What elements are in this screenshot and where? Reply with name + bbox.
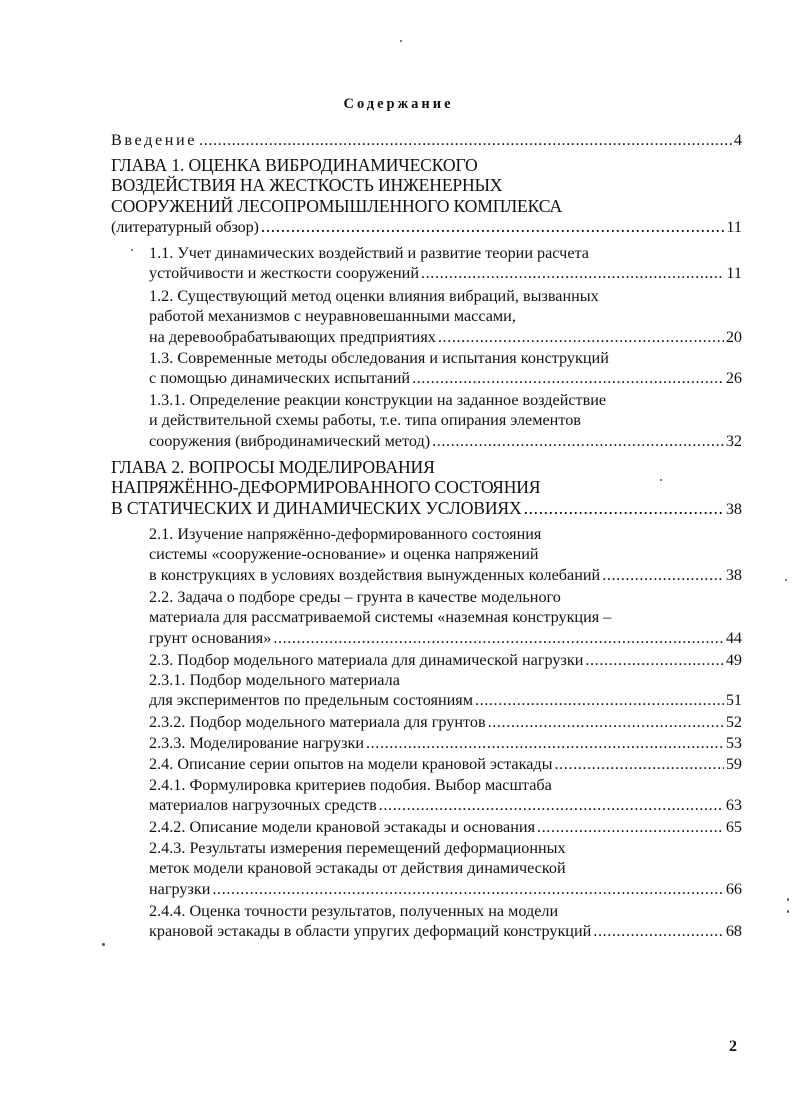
dot-leader: [366, 733, 724, 753]
toc-entry-section-2-1[interactable]: [149, 524, 742, 585]
toc-entry-title: (литературный обзор): [111, 218, 259, 237]
toc-entry-section-1-1[interactable]: [149, 243, 742, 284]
toc-line: [149, 690, 742, 710]
toc-entry-section-1-2[interactable]: [149, 286, 742, 347]
toc-line: 2.4.4. Оценка точности результатов, полученных на модели: [149, 902, 559, 920]
toc-entry-title: для экспериментов по предельным состояниям: [149, 691, 473, 710]
dot-leader: [555, 754, 724, 774]
dot-leader: [488, 712, 724, 732]
toc-page-number: 49: [725, 651, 742, 669]
toc-entry-chapter-2[interactable]: [111, 457, 742, 518]
scan-speck: [400, 40, 402, 42]
toc-line: [149, 327, 742, 347]
dot-leader: [199, 130, 732, 150]
dot-leader: [421, 263, 724, 283]
toc-entry-title: материалов нагрузочных средств: [149, 796, 377, 815]
toc-line: [111, 130, 742, 150]
toc-page-number: 44: [725, 628, 742, 647]
toc-entry-section-2-4-3[interactable]: [149, 838, 742, 899]
toc-line: материала для рассматриваемой системы «наземная конструкция –: [149, 608, 612, 627]
toc-line: системы «сооружение-основание» и оценка напряжений: [149, 545, 539, 564]
toc-line: [149, 795, 742, 815]
toc-entry-section-2-4-2[interactable]: [149, 817, 742, 837]
toc-entry-title: Введение: [111, 131, 198, 149]
toc-page-number: 38: [725, 565, 742, 584]
toc-entry-title: 2.3.2. Подбор модельного материала для грунтов: [149, 713, 486, 731]
scan-speck: [660, 479, 662, 481]
toc-line: [149, 733, 742, 753]
scan-speck: [102, 943, 105, 946]
dot-leader: [412, 368, 724, 388]
toc-line: и действительной схемы работы, т.е. типа опирания элементов: [149, 411, 581, 430]
toc-line: [149, 650, 742, 670]
toc-line: ГЛАВА 1. ОЦЕНКА ВИБРОДИНАМИЧЕСКОГО: [111, 155, 478, 175]
toc-line: работой механизмов с неуравновешанными массами,: [149, 307, 516, 326]
dot-leader: [261, 216, 725, 236]
scan-speck: [131, 249, 133, 251]
scan-speck: [787, 898, 789, 901]
toc-page-number: 59: [725, 755, 742, 773]
scan-speck: [785, 579, 787, 581]
toc-entry-title: крановой эстакады в области упругих деформаций конструкций: [149, 922, 592, 941]
toc-page-number: 65: [725, 818, 742, 836]
toc-line: [149, 879, 742, 899]
toc-line: [149, 263, 742, 283]
toc-page-number: 20: [725, 327, 742, 346]
dot-leader: [475, 690, 724, 710]
toc-entry-section-2-3-2[interactable]: [149, 712, 742, 732]
toc-line: НАПРЯЖЁННО-ДЕФОРМИРОВАННОГО СОСТОЯНИЯ: [111, 477, 541, 498]
toc-line: 2.2. Задача о подборе среды – грунта в качестве модельного: [149, 588, 561, 606]
toc-entry-title: в конструкциях в условиях воздействия вынужденных колебаний: [149, 565, 601, 584]
toc-line: [149, 921, 742, 941]
toc-page-number: 4: [733, 131, 742, 149]
toc-line: 1.2. Существующий метод оценки влияния вибраций, вызванных: [149, 287, 599, 305]
toc-page-number: 68: [725, 922, 742, 941]
toc-entry-section-2-3-3[interactable]: [149, 733, 742, 753]
toc-entry-title: грунт основания»: [149, 628, 272, 647]
toc-line: [111, 498, 742, 518]
toc-entry-chapter-1[interactable]: [111, 155, 742, 237]
toc-entry-title: В СТАТИЧЕСКИХ И ДИНАМИЧЕСКИХ УСЛОВИЯХ: [111, 497, 522, 518]
dot-leader: [212, 879, 723, 899]
toc-page-number: 53: [725, 734, 742, 752]
toc-entry-title: 2.4. Описание серии опытов на модели крановой эстакады: [149, 755, 553, 773]
toc-line: [149, 368, 742, 388]
page-title: Содержание: [343, 96, 454, 112]
toc-line: ВОЗДЕЙСТВИЯ НА ЖЕСТКОСТЬ ИНЖЕНЕРНЫХ: [111, 175, 503, 196]
toc-line: ГЛАВА 2. ВОПРОСЫ МОДЕЛИРОВАНИЯ: [111, 457, 435, 477]
toc-line: меток модели крановой эстакады от действия динамической: [149, 859, 566, 878]
dot-leader: [438, 327, 724, 347]
toc-line: [111, 216, 742, 236]
toc-page-number: 26: [725, 369, 742, 388]
toc-line: 2.4.3. Результаты измерения перемещений деформационных: [149, 839, 566, 857]
toc-entry-section-2-2[interactable]: [149, 587, 742, 648]
toc-line: [149, 565, 742, 585]
toc-entry-section-2-3-1[interactable]: [149, 670, 742, 711]
dot-leader: [273, 628, 723, 648]
toc-line: [149, 431, 742, 451]
toc-line: 1.1. Учет динамических воздействий и развитие теории расчета: [149, 244, 589, 262]
toc-line: [149, 712, 742, 732]
toc-entry-section-2-4[interactable]: [149, 754, 742, 774]
toc-entry-section-2-4-4[interactable]: [149, 901, 742, 942]
toc-entry-section-1-3-1[interactable]: [149, 390, 742, 451]
scan-speck: [787, 910, 789, 913]
page-number: 2: [729, 1038, 737, 1055]
dot-leader: [432, 431, 724, 451]
dot-leader: [524, 498, 724, 518]
toc-page-number: 63: [725, 796, 742, 815]
dot-leader: [537, 817, 724, 837]
toc-entry-title: 2.4.2. Описание модели крановой эстакады и основания: [149, 818, 536, 836]
toc-page-number: 11: [726, 218, 742, 237]
toc-entry-title: 2.3.3. Моделирование нагрузки: [149, 734, 364, 752]
toc-line: 2.3.1. Подбор модельного материала: [149, 671, 400, 689]
toc-line: [149, 754, 742, 774]
toc-entry-title: на деревообрабатывающих предприятиях: [149, 327, 436, 346]
toc-line: 2.4.1. Формулировка критериев подобия. Выбор масштаба: [149, 776, 552, 794]
toc-line: [149, 817, 742, 837]
toc-page-number: 32: [725, 431, 742, 450]
toc-line: 2.1. Изучение напряжённо-деформированного состояния: [149, 525, 542, 543]
toc-entry-introduction[interactable]: [111, 130, 742, 150]
dot-leader: [593, 921, 724, 941]
dot-leader: [379, 795, 724, 815]
toc-page-number: 66: [725, 879, 742, 898]
dot-leader: [585, 650, 723, 670]
toc-page-number: 11: [726, 264, 742, 283]
toc-entry-title: 2.3. Подбор модельного материала для динамической нагрузки: [149, 651, 584, 669]
toc-entry-title: устойчивости и жесткости сооружений: [149, 264, 420, 283]
toc-page-number: 51: [725, 691, 742, 710]
toc-line: 1.3.1. Определение реакции конструкции на заданное воздействие: [149, 391, 607, 409]
toc-line: СООРУЖЕНИЙ ЛЕСОПРОМЫШЛЕННОГО КОМПЛЕКСА: [111, 195, 563, 216]
toc-entry-section-1-3[interactable]: [149, 348, 742, 389]
toc-entry-section-2-3[interactable]: [149, 650, 742, 670]
dot-leader: [602, 565, 724, 585]
toc-entry-section-2-4-1[interactable]: [149, 775, 742, 816]
toc-page-number: 38: [725, 499, 742, 518]
toc-entry-title: нагрузки: [149, 879, 211, 898]
toc-page-number: 52: [725, 713, 742, 731]
toc-line: 1.3. Современные методы обследования и испытания конструкций: [149, 349, 609, 367]
toc-entry-title: сооружения (вибродинамический метод): [149, 431, 431, 450]
toc-entry-title: с помощью динамических испытаний: [149, 369, 411, 388]
toc-line: [149, 628, 742, 648]
